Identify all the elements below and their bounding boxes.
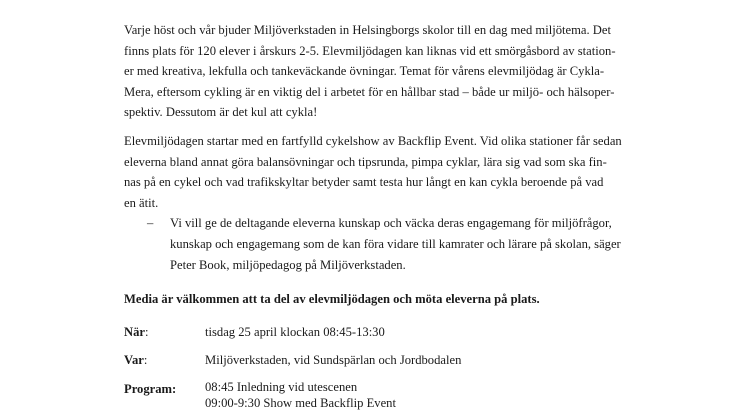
- text-line: Peter Book, miljöpedagog på Miljöverkstaden.: [170, 257, 406, 272]
- quote-block: [124, 213, 654, 275]
- program-paragraph: [124, 131, 654, 213]
- press-release-body: [124, 20, 654, 411]
- program-item: 09:00-9:30 Show med Backflip Event: [205, 395, 396, 410]
- info-value: tisdag 25 april klockan 08:45-13:30: [205, 324, 385, 339]
- text-line: nas på en cykel och vad trafikskyltar betyder samt testa hur långt en kan cykla beroende på vad: [124, 175, 604, 190]
- info-when: [124, 322, 654, 343]
- text-line: er med kreativa, lekfulla och tankeväckande övningar. Temat för vårens elevmiljödag är Cykla-: [124, 64, 605, 79]
- label-colon: :: [144, 324, 149, 339]
- text-line: Mera, eftersom cykling är en viktig del i arbetet för en hållbar stad – både ur miljö- och hälsoper-: [124, 84, 615, 99]
- label-text: Var: [124, 353, 144, 368]
- text-line: en ätit.: [124, 195, 159, 210]
- media-invite: Media är välkommen att ta del av elevmiljödagen och möta eleverna på plats.: [124, 292, 540, 307]
- text-line: finns plats för 120 elever i årskurs 2-5. Elevmiljödagen kan liknas vid ett smörgåsbord av station-: [124, 43, 616, 58]
- text-line: Vi vill ge de deltagande eleverna kunskap och väcka deras engagemang för miljöfrågor,: [170, 216, 612, 231]
- quote-text: [170, 213, 654, 275]
- text-line: spektiv. Dessutom är det kul att cykla!: [124, 105, 318, 120]
- quote-dash: –: [147, 216, 154, 231]
- info-label: [124, 322, 148, 343]
- label-text: När: [124, 324, 145, 339]
- program-item: 08:45 Inledning vid utescenen: [205, 379, 358, 394]
- info-program: [124, 379, 654, 411]
- text-line: Varje höst och vår bjuder Miljöverkstaden in Helsingborgs skolor till en dag med miljötema. Det: [124, 23, 611, 37]
- intro-paragraph: [124, 20, 654, 123]
- info-value: Miljöverkstaden, vid Sundspärlan och Jordbodalen: [205, 353, 462, 368]
- label-colon: :: [143, 353, 148, 368]
- info-where: [124, 350, 654, 371]
- text-line: Elevmiljödagen startar med en fartfylld cykelshow av Backflip Event. Vid olika stationer får sedan: [124, 133, 622, 148]
- text-line: eleverna bland annat göra balansövningar och tipsrunda, pimpa cyklar, lära sig vad som ska fin-: [124, 154, 607, 169]
- program-list: [205, 379, 654, 411]
- info-label: [124, 350, 147, 371]
- info-label: Program:: [124, 381, 177, 396]
- text-line: kunskap och engagemang som de kan föra vidare till kamrater och lärare på skolan, säger: [170, 236, 621, 251]
